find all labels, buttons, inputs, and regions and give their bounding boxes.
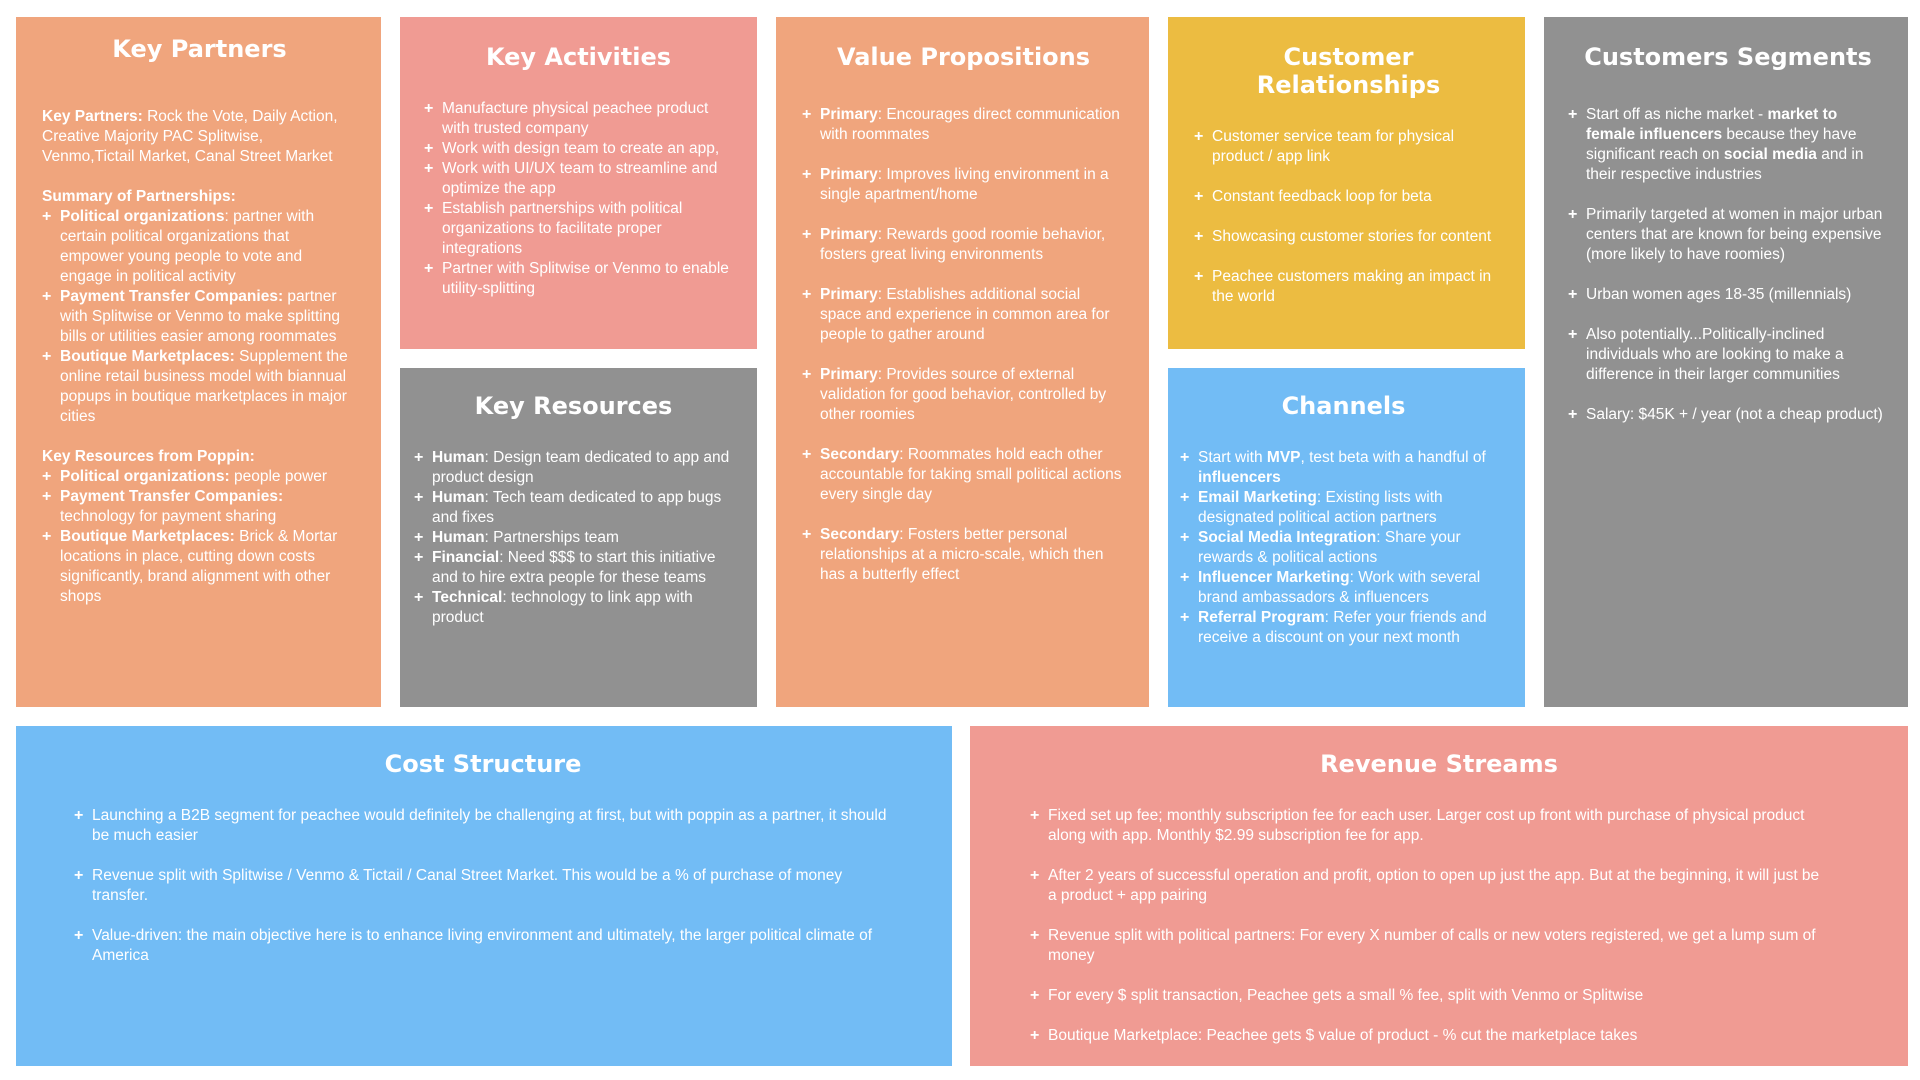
list-item <box>74 806 894 846</box>
item-text: Manufacture physical peachee product with trusted company <box>442 100 709 137</box>
list-item <box>1180 608 1507 648</box>
item-text: : technology to link app with product <box>432 589 693 626</box>
item-text: : Improves living environment in a single apartment/home <box>820 166 1109 203</box>
item-text: because they have significant reach on <box>1586 126 1857 163</box>
item-text: Urban women ages 18-35 (millennials) <box>1586 286 1852 303</box>
list-item <box>802 285 1125 345</box>
item-text: : Provides source of external validation for good behavior, controlled by other roomies <box>820 366 1107 423</box>
plus-icon: + <box>1030 807 1040 824</box>
item-bold: Technical <box>432 589 503 606</box>
plus-icon: + <box>1180 609 1190 626</box>
list-item <box>1568 105 1888 185</box>
list-item <box>424 199 733 259</box>
item-text: Establish partnerships with political organizations to facilitate proper integrations <box>442 200 683 257</box>
list-item <box>1180 528 1507 568</box>
item-bold: Payment Transfer Companies: <box>60 488 284 505</box>
list-item <box>414 528 733 548</box>
key-partners-text: Rock the Vote, Daily Action, Creative Majority PAC Splitwise, Venmo,Tictail Market, Canal Street Market <box>42 108 338 165</box>
item-text: Launching a B2B segment for peachee would definitely be challenging at first, but with poppin as a partner, it should be much easier <box>92 807 887 844</box>
item-bold: Boutique Marketplaces: <box>60 528 235 545</box>
item-bold: Payment Transfer Companies: <box>60 288 284 305</box>
plus-icon: + <box>424 200 434 217</box>
item-text: and in their respective industries <box>1586 146 1864 183</box>
value-propositions-list <box>802 105 1125 585</box>
plus-icon: + <box>802 106 812 123</box>
key-resources-list <box>414 448 733 628</box>
item-text: For every $ split transaction, Peachee gets a small % fee, split with Venmo or Splitwise <box>1048 987 1644 1004</box>
plus-icon: + <box>42 208 52 225</box>
item-text: people power <box>229 468 328 485</box>
item-text: : partner with certain political organizations that empower young people to vote and engage in political activity <box>60 208 315 285</box>
item-bold: Referral Program <box>1198 609 1325 626</box>
plus-icon: + <box>424 160 434 177</box>
item-bold: Human <box>432 489 485 506</box>
key-resources-panel <box>400 368 757 707</box>
list-item <box>802 525 1125 585</box>
plus-icon: + <box>802 166 812 183</box>
revenue-streams-list <box>1030 806 1820 1046</box>
plus-icon: + <box>1180 489 1190 506</box>
list-item <box>42 347 357 427</box>
plus-icon: + <box>1180 569 1190 586</box>
channels-list <box>1180 448 1507 648</box>
item-bold: Political organizations: <box>60 468 230 485</box>
item-text: technology for payment sharing <box>60 508 277 525</box>
item-text: : Establishes additional social space and experience in common area for people to gather around <box>820 286 1110 343</box>
plus-icon: + <box>1180 529 1190 546</box>
plus-icon: + <box>1568 106 1578 123</box>
plus-icon: + <box>1568 406 1578 423</box>
list-item <box>802 365 1125 425</box>
item-text: Revenue split with Splitwise / Venmo & Tictail / Canal Street Market. This would be a % of purchase of money transfer. <box>92 867 843 904</box>
plus-icon: + <box>802 446 812 463</box>
list-item <box>1030 926 1820 966</box>
item-text: Brick & Mortar locations in place, cutting down costs significantly, brand alignment with other shops <box>60 528 338 605</box>
item-text: Start with <box>1198 449 1267 466</box>
list-item <box>42 487 357 527</box>
item-text: Showcasing customer stories for content <box>1212 228 1492 245</box>
list-item <box>802 225 1125 265</box>
item-text: Revenue split with political partners: For every X number of calls or new voters registered, we get a lump sum of money <box>1048 927 1816 964</box>
item-text: Work with design team to create an app, <box>442 140 720 157</box>
revenue-streams-panel <box>970 726 1908 1066</box>
list-item <box>802 105 1125 145</box>
channels-panel <box>1168 368 1525 707</box>
item-bold: market to female influencers <box>1586 106 1838 143</box>
key-resources-from-poppin-heading: Key Resources from Poppin: <box>42 448 255 465</box>
plus-icon: + <box>1030 927 1040 944</box>
item-text: Work with UI/UX team to streamline and optimize the app <box>442 160 718 197</box>
plus-icon: + <box>802 366 812 383</box>
revenue-streams-title: Revenue Streams <box>1320 750 1558 778</box>
item-text: Boutique Marketplace: Peachee gets $ value of product - % cut the marketplace takes <box>1048 1027 1638 1044</box>
plus-icon: + <box>802 526 812 543</box>
item-bold: Primary <box>820 106 878 123</box>
list-item <box>414 448 733 488</box>
item-bold: MVP <box>1266 449 1301 466</box>
summary-of-partnerships-list <box>42 207 357 427</box>
list-item <box>1180 448 1507 488</box>
item-text: Constant feedback loop for beta <box>1212 188 1432 205</box>
item-text: : Design team dedicated to app and product design <box>432 449 730 486</box>
plus-icon: + <box>1194 128 1204 145</box>
plus-icon: + <box>1194 228 1204 245</box>
item-bold: Email Marketing <box>1198 489 1317 506</box>
list-item <box>1180 488 1507 528</box>
item-bold: Primary <box>820 226 878 243</box>
key-partners-label: Key Partners: <box>42 108 143 125</box>
list-item <box>1030 806 1820 846</box>
item-text: Value-driven: the main objective here is to enhance living environment and ultimately, the larger political climate of America <box>92 927 873 964</box>
item-bold: Secondary <box>820 526 900 543</box>
value-propositions-panel <box>776 17 1149 707</box>
key-partners-panel <box>16 17 381 707</box>
list-item <box>42 207 357 287</box>
plus-icon: + <box>424 140 434 157</box>
item-text: : Existing lists with designated political action partners <box>1198 489 1443 526</box>
item-bold: Human <box>432 449 485 466</box>
channels-title: Channels <box>1281 392 1406 420</box>
item-text: Salary: $45K + / year (not a cheap product) <box>1586 406 1883 423</box>
customer-relationships-panel <box>1168 17 1525 349</box>
item-text: : Partnerships team <box>484 529 619 546</box>
customer-segments-title: Customers Segments <box>1584 43 1872 71</box>
item-bold: Influencer Marketing <box>1198 569 1350 586</box>
list-item <box>42 527 357 607</box>
item-text: : Refer your friends and receive a discount on your next month <box>1198 609 1487 646</box>
plus-icon: + <box>1030 867 1040 884</box>
key-resources-from-poppin-list <box>42 467 357 607</box>
plus-icon: + <box>1030 1027 1040 1044</box>
item-text: Also potentially...Politically-inclined individuals who are looking to make a difference in their larger communities <box>1586 326 1844 383</box>
summary-of-partnerships-heading: Summary of Partnerships: <box>42 188 236 205</box>
item-text: : Encourages direct communication with roommates <box>820 106 1120 143</box>
plus-icon: + <box>42 348 52 365</box>
plus-icon: + <box>1180 449 1190 466</box>
plus-icon: + <box>1568 326 1578 343</box>
list-item <box>42 467 357 487</box>
item-text: Supplement the online retail business model with biannual popups in boutique marketplaces in major cities <box>60 348 348 425</box>
item-bold: Social Media Integration <box>1198 529 1377 546</box>
cost-structure-list <box>74 806 894 966</box>
item-bold: Primary <box>820 366 878 383</box>
list-item <box>1568 405 1888 425</box>
item-text: Primarily targeted at women in major urban centers that are known for being expensive (more likely to have roomies) <box>1586 206 1883 263</box>
value-propositions-title: Value Propositions <box>836 43 1091 71</box>
list-item <box>1568 285 1888 305</box>
item-text: : Rewards good roomie behavior, fosters great living environments <box>820 226 1106 263</box>
plus-icon: + <box>74 927 84 944</box>
list-item <box>1568 205 1888 265</box>
plus-icon: + <box>42 468 52 485</box>
item-bold: Political organizations <box>60 208 225 225</box>
key-resources-title: Key Resources <box>474 392 673 420</box>
item-text: : Tech team dedicated to app bugs and fixes <box>432 489 722 526</box>
customer-segments-list <box>1568 105 1888 425</box>
list-item <box>1180 568 1507 608</box>
item-text: Customer service team for physical product / app link <box>1212 128 1455 165</box>
plus-icon: + <box>42 488 52 505</box>
key-partners-list <box>42 107 357 167</box>
list-item <box>74 926 894 966</box>
list-item <box>1194 127 1505 167</box>
list-item <box>802 165 1125 205</box>
item-bold: Primary <box>820 166 878 183</box>
plus-icon: + <box>1568 286 1578 303</box>
plus-icon: + <box>414 529 424 546</box>
item-text: : Fosters better personal relationships at a micro-scale, which then has a butterfly effect <box>820 526 1104 583</box>
plus-icon: + <box>74 867 84 884</box>
list-item <box>42 287 357 347</box>
plus-icon: + <box>1568 206 1578 223</box>
key-activities-list <box>424 99 733 299</box>
item-bold: Financial <box>432 549 500 566</box>
item-bold: Primary <box>820 286 878 303</box>
item-text: Fixed set up fee; monthly subscription fee for each user. Larger cost up front with purchase of physical product along with app. Monthly $2.99 subscription fee for app. <box>1048 807 1805 844</box>
customer-relationships-list <box>1192 127 1505 307</box>
key-activities-title: Key Activities <box>485 43 672 71</box>
plus-icon: + <box>414 449 424 466</box>
item-text: : Share your rewards & political actions <box>1198 529 1461 566</box>
item-bold: social media <box>1723 146 1817 163</box>
key-partners-title: Key Partners <box>112 35 287 63</box>
cost-structure-panel <box>16 726 952 1066</box>
list-item <box>424 99 733 139</box>
list-item <box>1568 325 1888 385</box>
item-bold: Human <box>432 529 485 546</box>
item-bold: influencers <box>1198 469 1281 486</box>
plus-icon: + <box>802 286 812 303</box>
list-item <box>1030 866 1820 906</box>
item-text: Peachee customers making an impact in the world <box>1212 268 1492 305</box>
item-bold: Boutique Marketplaces: <box>60 348 235 365</box>
list-item <box>414 548 733 588</box>
key-activities-panel <box>400 17 757 349</box>
item-text: , test beta with a handful of <box>1300 449 1486 466</box>
plus-icon: + <box>802 226 812 243</box>
list-item <box>424 259 733 299</box>
plus-icon: + <box>414 489 424 506</box>
item-text: : Roommates hold each other accountable for taking small political actions every single day <box>820 446 1122 503</box>
list-item <box>1194 267 1505 307</box>
list-item <box>414 488 733 528</box>
customer-relationships-title: Customer Relationships <box>1256 43 1441 99</box>
plus-icon: + <box>414 589 424 606</box>
list-item <box>1030 1026 1820 1046</box>
item-text: Start off as niche market - <box>1586 106 1768 123</box>
item-bold: Secondary <box>820 446 900 463</box>
cost-structure-title: Cost Structure <box>384 750 582 778</box>
list-item <box>414 588 733 628</box>
plus-icon: + <box>424 260 434 277</box>
item-text: After 2 years of successful operation and profit, option to open up just the app. But at the beginning, it will just be a product + app pairing <box>1048 867 1820 904</box>
plus-icon: + <box>1194 188 1204 205</box>
item-text: Partner with Splitwise or Venmo to enable utility-splitting <box>442 260 729 297</box>
list-item <box>74 866 894 906</box>
plus-icon: + <box>414 549 424 566</box>
plus-icon: + <box>42 528 52 545</box>
list-item <box>1194 187 1505 207</box>
plus-icon: + <box>42 288 52 305</box>
plus-icon: + <box>424 100 434 117</box>
list-item <box>802 445 1125 505</box>
customer-segments-panel <box>1544 17 1908 707</box>
item-text: : Need $$$ to start this initiative and to hire extra people for these teams <box>432 549 716 586</box>
item-text: partner with Splitwise or Venmo to make splitting bills or utilities easier among roommates <box>60 288 340 345</box>
list-item <box>1194 227 1505 247</box>
list-item <box>424 139 733 159</box>
plus-icon: + <box>1194 268 1204 285</box>
plus-icon: + <box>74 807 84 824</box>
list-item <box>424 159 733 199</box>
item-text: : Work with several brand ambassadors & influencers <box>1198 569 1481 606</box>
list-item <box>1030 986 1820 1006</box>
plus-icon: + <box>1030 987 1040 1004</box>
